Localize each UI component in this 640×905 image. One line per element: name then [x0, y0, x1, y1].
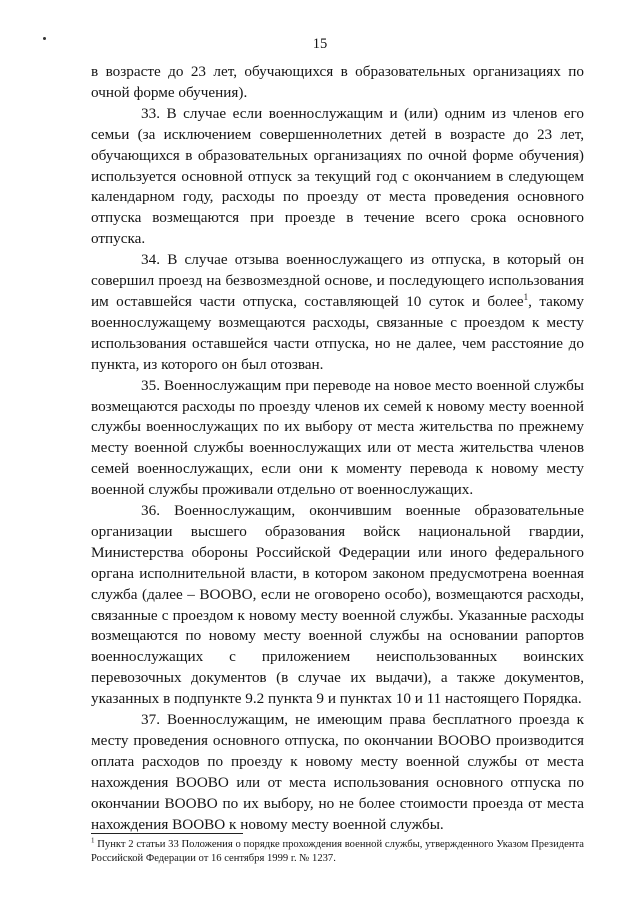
paragraph-34-text-start: 34. В случае отзыва военнослужащего из отпуска, в который он совершил проезд на безвозмездной основе, и последующего использования им оставшейся части отпуска, составляющей 10 суток и более [91, 251, 584, 310]
paragraph-34 [91, 250, 584, 375]
footnote [91, 838, 584, 866]
paragraph-33: 33. В случае если военнослужащим и (или) одним из членов его семьи (за исключением совершеннолетних детей в возрасте до 23 лет, обучающихся в образовательных организациях по очной форме обучения) используется основной отпуск за текущий год с окончанием в следующем календарном году, расходы по проезду от места проведения основного отпуска возмещаются при проезде в течение всего срока основного отпуска. [91, 104, 584, 248]
footnote-text: Пункт 2 статьи 33 Положения о порядке прохождения военной службы, утвержденного Указом Президента Российской Федерации от 16 сентября 1999 г. № 1237. [91, 839, 584, 864]
footnote-marker: 1 [91, 836, 95, 845]
page-number: 15 [312, 36, 328, 52]
footnote-separator [91, 833, 243, 834]
paragraph-continuation: в возрасте до 23 лет, обучающихся в образовательных организациях по очной форме обучения). [91, 63, 584, 101]
paragraph-37: 37. Военнослужащим, не имеющим права бесплатного проезда к месту проведения основного отпуска, по окончании ВООВО производится оплата расходов по проезду к новому месту военной службы от места нахождения ВООВО или от места использования основного отпуска по окончании ВООВО по их выбору, но не более стоимости проезда от места нахождения ВООВО к новому месту военной службы. [91, 711, 584, 833]
document-body [91, 62, 584, 836]
paragraph-35: 35. Военнослужащим при переводе на новое место военной службы возмещаются расходы по проезду членов их семей к новому месту военной службы военнослужащих по их выбору от места жительства по прежнему месту военной службы военнослужащих или от места жительства членов семей военнослужащих, если они к моменту перевода к новому месту военной службы проживали отдельно от военнослужащих. [91, 376, 584, 499]
paragraph-36: 36. Военнослужащим, окончившим военные образовательные организации высшего образования войск национальной гвардии, Министерства обороны Российской Федерации или иного федерального органа исполнительной власти, в котором законом предусмотрена военная служба (далее – ВООВО, если не оговорено особо), возмещаются расходы, связанные с проездом к новому месту военной службы. Указанные расходы возмещаются по новому месту военной службы на основании рапортов военнослужащих с приложением неиспользованных воинских перевозочных документов (в случае их выдачи), а также документов, указанных в подпункте 9.2 пункта 9 и пунктах 10 и 11 настоящего Порядка. [91, 502, 584, 708]
paragraph-34-text-end: , такому военнослужащему возмещаются расходы, связанные с проездом к месту использования оставшейся части отпуска, но не далее, чем расстояние до пункта, из которого он был отозван. [91, 292, 584, 373]
footnote-reference[interactable]: 1 [523, 291, 529, 302]
